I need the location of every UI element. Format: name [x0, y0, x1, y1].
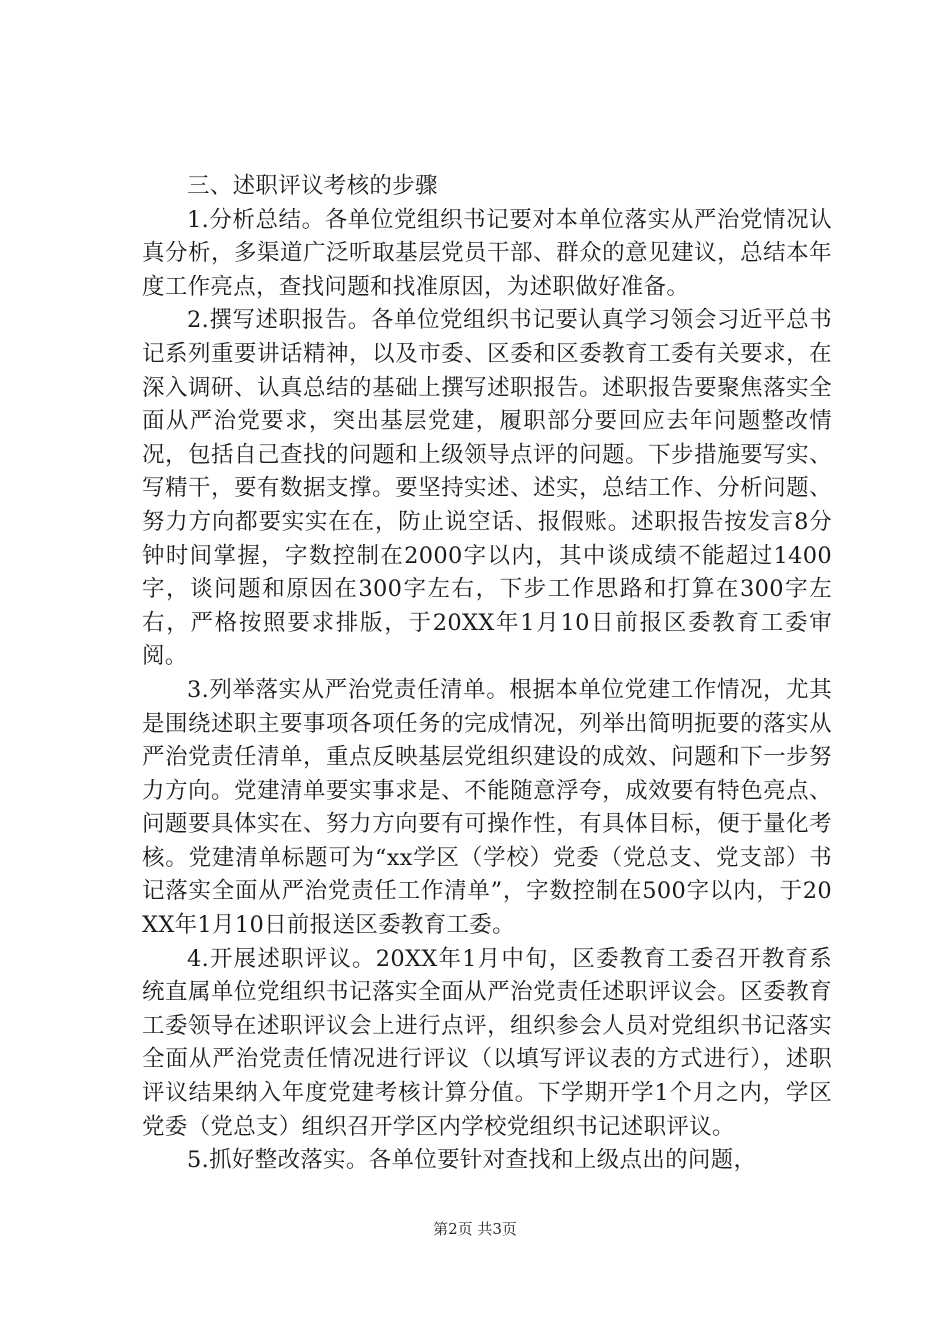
- paragraph-review-meeting: 4.开展述职评议。20XX年1月中旬，区委教育工委召开教育系统直属单位党组织书记落实全面从严治党责任述职评议会。区委教育工委领导在述职评议会上进行点评，组织参会人员对党组织书记落实全面从严治党责任情况进行评议（以填写评议表的方式进行），述职评议结果纳入年度党建考核计算分值。下学期开学1个月之内，学区党委（党总支）组织召开学区内学校党组织书记述职评议。: [142, 945, 832, 1140]
- paragraph-responsibility-list: 3.列举落实从严治党责任清单。根据本单位党建工作情况，尤其是围绕述职主要事项各项任务的完成情况，列举出简明扼要的落实从严治党责任清单，重点反映基层党组织建设的成效、问题和下一步努力方向。党建清单要实事求是、不能随意浮夸，成效要有特色亮点、问题要具体实在、努力方向要有可操作性，有具体目标，便于量化考核。党建清单标题可为“xx学区（学校）党委（党总支、党支部）书记落实全面从严治党责任工作清单”，字数控制在500字以内，于20XX年1月10日前报送区委教育工委。: [142, 676, 832, 939]
- paragraph-analysis-summary: 1.分析总结。各单位党组织书记要对本单位落实从严治党情况认真分析，多渠道广泛听取基层党员干部、群众的意见建议，总结本年度工作亮点，查找问题和找准原因，为述职做好准备。: [142, 206, 832, 300]
- paragraph-write-report: 2.撰写述职报告。各单位党组织书记要认真学习领会习近平总书记系列重要讲话精神，以及市委、区委和区委教育工委有关要求，在深入调研、认真总结的基础上撰写述职报告。述职报告要聚焦落实全面从严治党要求，突出基层党建，履职部分要回应去年问题整改情况，包括自己查找的问题和上级领导点评的问题。下步措施要写实、写精干，要有数据支撑。要坚持实述、述实，总结工作、分析问题、努力方向都要实实在在，防止说空话、报假账。述职报告按发言8分钟时间掌握，字数控制在2000字以内，其中谈成绩不能超过1400字，谈问题和原因在300字左右，下步工作思路和打算在300字左右，严格按照要求排版，于20XX年1月10日前报区委教育工委审阅。: [142, 307, 832, 670]
- paragraph-rectification: 5.抓好整改落实。各单位要针对查找和上级点出的问题，: [187, 1147, 757, 1174]
- document-body: [142, 170, 832, 1178]
- section-heading: 三、述职评议考核的步骤: [187, 173, 438, 199]
- page-number: 第2页 共3页: [433, 1220, 517, 1238]
